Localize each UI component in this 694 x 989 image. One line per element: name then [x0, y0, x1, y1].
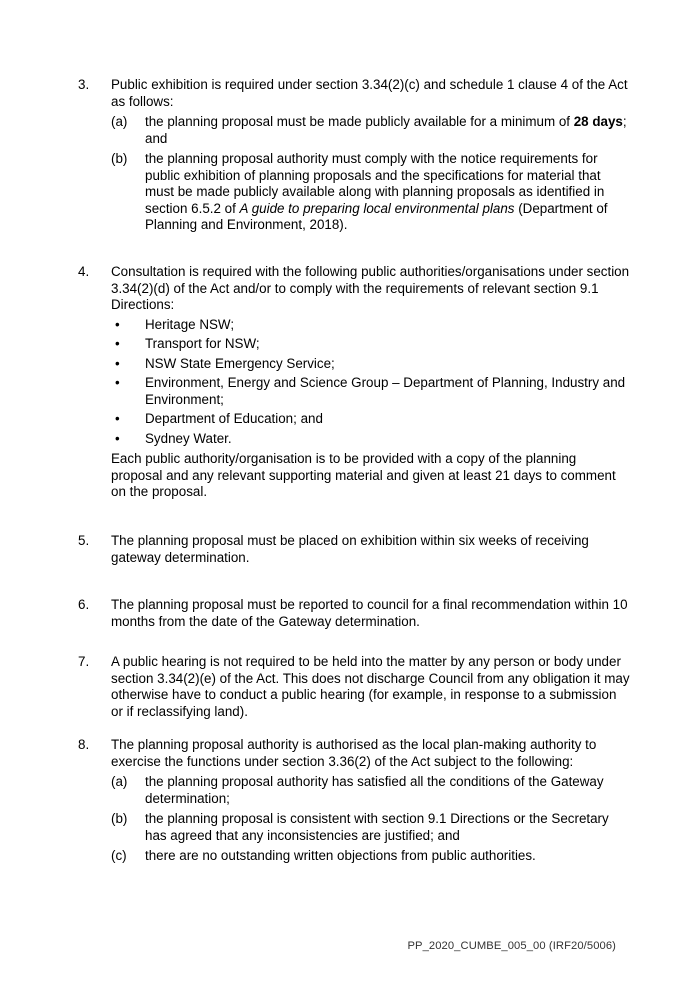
sub-label: (c)	[111, 848, 127, 863]
bullet-glyph: •	[115, 375, 120, 390]
item-text: A public hearing is not required to be held into the matter by any person or body under section 3.34(2)(e) of the Act. This does not discharge Council from any obligation it may otherwise have to conduct a public hearing (for example, in response to a submission or if reclassifying land).	[111, 654, 630, 719]
condition-4	[78, 264, 638, 501]
sub-text: the planning proposal must be made publicly available for a minimum of	[145, 114, 574, 129]
condition-7	[78, 654, 638, 720]
bullet-text: Transport for NSW;	[145, 336, 260, 351]
item-intro: Public exhibition is required under section 3.34(2)(c) and schedule 1 clause 4 of the Act as follows:	[111, 77, 628, 109]
bullet-item	[111, 411, 631, 428]
item-text: The planning proposal must be reported to council for a final recommendation within 10 months from the date of the Gateway determination.	[111, 597, 628, 629]
bullet-text: Sydney Water.	[145, 430, 232, 446]
bullet-item	[111, 317, 631, 334]
item-number: 3.	[78, 77, 90, 92]
sub-label: (b)	[111, 151, 128, 166]
condition-5	[78, 533, 638, 566]
sub-item-a	[111, 114, 631, 147]
bullet-item	[111, 356, 631, 373]
bullet-item	[111, 336, 631, 353]
sub-label: (a)	[111, 774, 128, 789]
condition-3	[78, 77, 638, 234]
sub-item-a	[111, 774, 631, 807]
bullet-item	[111, 431, 631, 448]
bullet-text: Environment, Energy and Science Group – Department of Planning, Industry and Environment;	[145, 375, 626, 407]
document-reference-footer: PP_2020_CUMBE_005_00 (IRF20/5006)	[407, 940, 616, 952]
item-intro: The planning proposal authority is authorised as the local plan-making authority to exercise the functions under section 3.36(2) of the Act subject to the following:	[111, 737, 597, 769]
bullet-item	[111, 375, 631, 408]
item-number: 7.	[78, 654, 90, 669]
sub-text: there are no outstanding written objections from public authorities.	[145, 848, 536, 863]
bullet-glyph: •	[115, 336, 120, 351]
bullet-glyph: •	[115, 430, 120, 446]
item-number: 6.	[78, 597, 90, 612]
sub-text: the planning proposal authority has satisfied all the conditions of the Gateway determination;	[145, 774, 604, 806]
item-intro: Consultation is required with the following public authorities/organisations under section 3.34(2)(d) of the Act and/or to comply with the requirements of relevant section 9.1 Directions:	[111, 264, 630, 312]
bullet-glyph: •	[115, 355, 120, 371]
bullet-text: Heritage NSW;	[145, 316, 235, 332]
item-closing-text: Each public authority/organisation is to be provided with a copy of the planning proposal and any relevant supporting material and given at least 21 days to comment on the proposal.	[111, 451, 616, 499]
sub-bold-text: 28 days	[573, 114, 623, 129]
item-number: 5.	[78, 533, 90, 548]
sub-text: the planning proposal authority must comply with the notice requirements for public exhibition of planning proposals and the specifications for material that must be made publicly available along with planning proposals as identified in section 6.5.2 of	[145, 151, 605, 216]
item-number: 8.	[78, 737, 90, 752]
bullet-glyph: •	[115, 411, 120, 426]
condition-8	[78, 737, 638, 865]
sub-text-end: ; and	[145, 114, 627, 146]
item-text: The planning proposal must be placed on exhibition within six weeks of receiving gateway determination.	[111, 533, 589, 565]
item-number: 4.	[78, 264, 90, 279]
sub-label: (b)	[111, 811, 128, 826]
guide-title: A guide to preparing local environmental plans	[239, 200, 515, 216]
bullet-text: NSW State Emergency Service;	[145, 355, 335, 371]
sub-item-c	[111, 848, 631, 865]
sub-label: (a)	[111, 114, 128, 129]
bullet-glyph: •	[115, 316, 120, 332]
condition-6	[78, 597, 638, 630]
sub-item-b	[111, 151, 631, 234]
bullet-text: Department of Education; and	[145, 411, 323, 426]
sub-item-b	[111, 811, 631, 844]
sub-text-end: (Department of Planning and Environment, 2018).	[145, 200, 608, 232]
sub-text: the planning proposal is consistent with section 9.1 Directions or the Secretary has agreed that any inconsistencies are justified; and	[145, 811, 609, 843]
